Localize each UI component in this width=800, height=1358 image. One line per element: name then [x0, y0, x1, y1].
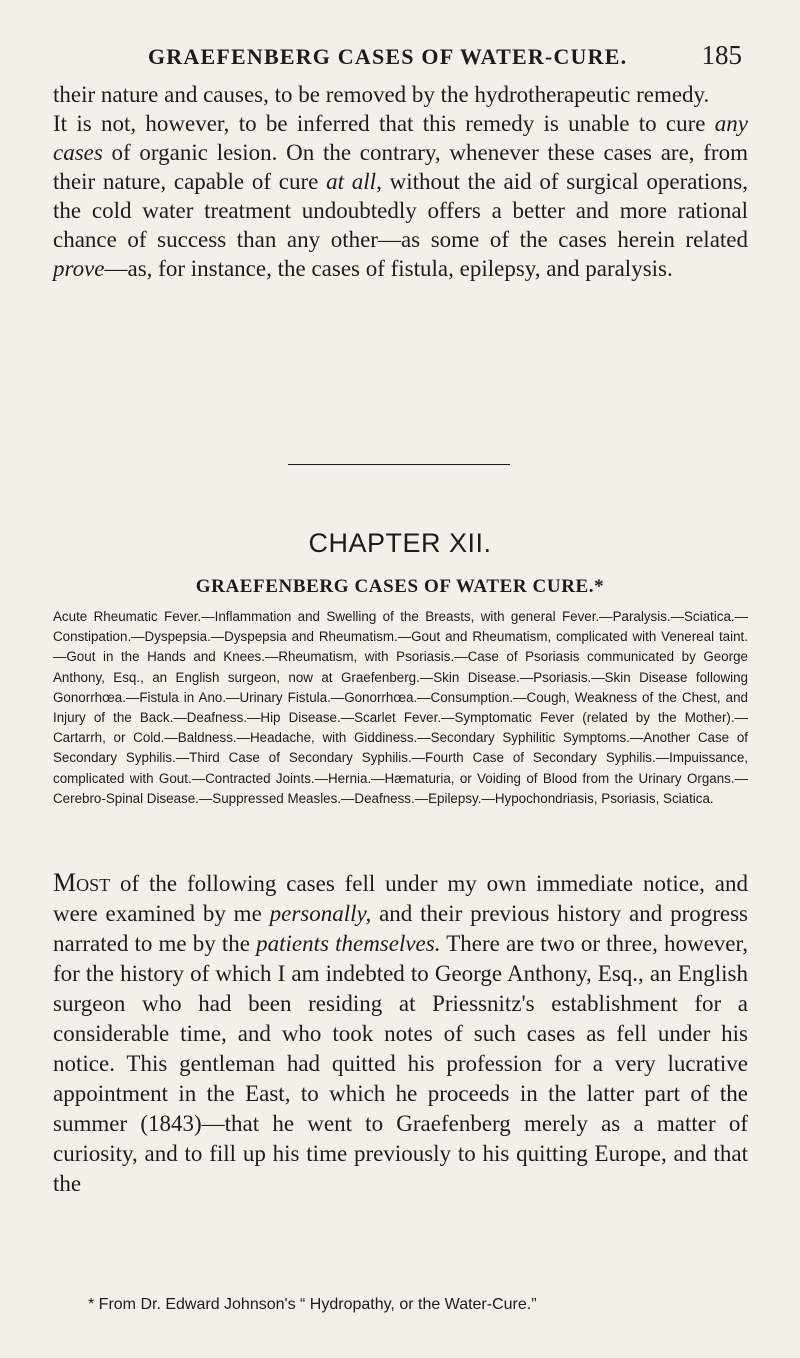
emphasis: personally,	[269, 901, 372, 926]
text-run: There are two or three, however, for the history of which I am indebted to George Anthony, Esq., an English surgeon who had been residing at Priessnitz's establishment for a considerable time, and who took notes of such cases as fell under his notice. This gentleman had quitted his profession for a very lucrative appointment in the East, to which he proceeds in the latter part of the summer (1843)—that he went to Graefenberg merely as a matter of curiosity, and to fill up his time previously to his quitting Europe, and that the	[53, 931, 748, 1196]
section-title: GRAEFENBERG CASES OF WATER CURE.*	[195, 576, 605, 597]
text-run: without the aid of surgical operations, the cold water treatment undoubtedly offers a better and more rational chance of success than any other—as some of the cases herein related	[53, 169, 748, 252]
text-run: of organic lesion. On the contrary, whenever these cases are, from their nature, capable of cure	[53, 140, 748, 194]
emphasis: at all,	[326, 169, 382, 194]
page-number: 185	[701, 40, 742, 70]
emphasis: prove	[53, 256, 105, 281]
text-run: and their previous history and progress narrated to me by the	[53, 901, 748, 956]
chapter-synopsis: Acute Rheumatic Fever.—Inflammation and Swelling of the Breasts, with general Fever.—Paralysis.—Sciatica.—Constipation.—Dyspepsia.—Dyspepsia and Rheumatism.—Gout and Rheumatism, complicated with Venereal taint.—Gout in the Hands and Knees.—Rheumatism, with Psoriasis.—Case of Psoriasis communicated by George Anthony, Esq., an English surgeon, now at Graefenberg.—Skin Disease.—Psoriasis.—Skin Disease following Gonorrhœa.—Fistula in Ano.—Urinary Fistula.—Gonorrhœa.—Consumption.—Cough, Weakness of the Chest, and Injury of the Back.—Deafness.—Hip Disease.—Scarlet Fever.—Symptomatic Fever (related by the Mother).—Cartarrh, or Cold.—Baldness.—Headache, with Giddiness.—Secondary Syphilitic Symptoms.—Another Case of Secondary Syphilis.—Third Case of Secondary Syphilis.—Fourth Case of Secondary Syphilis.—Impuissance, complicated with Gout.—Contracted Joints.—Hernia.—Hæmaturia, or Voiding of Blood from the Urinary Organs.—Cerebro-Spinal Disease.—Suppressed Measles.—Deafness.—Epilepsy.—Hypochondriasis, Psoriasis, Sciatica.	[53, 609, 748, 806]
running-title: GRAEFENBERG CASES OF WATER-CURE.	[148, 44, 628, 69]
intro-text	[53, 80, 748, 283]
text-run: —as, for instance, the cases of fistula, epilepsy, and paralysis.	[104, 256, 673, 281]
chapter-title: CHAPTER XII.	[308, 528, 492, 558]
section-divider	[288, 464, 510, 465]
footnote: * From Dr. Edward Johnson's “ Hydropathy, or the Water-Cure.”	[88, 1296, 537, 1313]
intro-paragraph-1: their nature and causes, to be removed by the hydrotherapeutic remedy.	[53, 82, 710, 107]
text-run: of the following cases fell under my own immediate notice, and were examined by me	[53, 871, 748, 926]
text-run: It is not, however, to be inferred that this remedy is unable to cure	[53, 111, 715, 136]
emphasis: any cases	[53, 111, 748, 165]
main-paragraph-text	[53, 868, 748, 1199]
running-head	[148, 44, 748, 70]
emphasis: patients themselves.	[256, 931, 441, 956]
main-paragraph	[53, 868, 748, 1199]
lead-word: Most	[53, 868, 111, 897]
intro-paragraph-2	[53, 109, 748, 283]
